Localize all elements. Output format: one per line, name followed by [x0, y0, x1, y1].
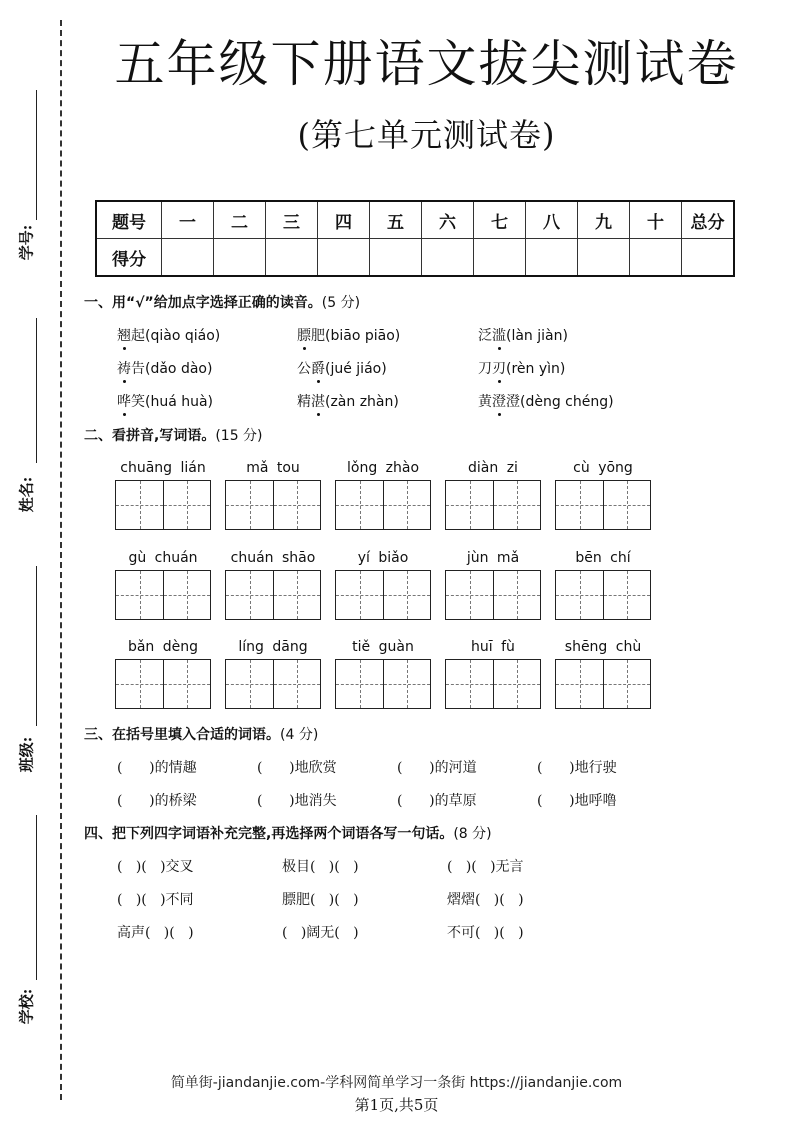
page-number: 第1页,共5页: [354, 1096, 439, 1114]
writing-cell[interactable]: [603, 660, 650, 708]
q1-item-prefix: 刀: [478, 361, 492, 377]
q3-fill-item[interactable]: ( )的河道: [397, 760, 477, 776]
score-cell[interactable]: [318, 239, 370, 277]
q1-dotted-char: 爵: [311, 361, 325, 377]
writing-grid[interactable]: [335, 659, 431, 709]
q3-fill-item[interactable]: ( )地消失: [257, 793, 337, 809]
score-cell[interactable]: [474, 239, 526, 277]
q1-item[interactable]: [297, 325, 400, 345]
pinyin-text: cù yōng: [573, 460, 633, 476]
writing-cell[interactable]: [273, 660, 320, 708]
writing-grid[interactable]: [225, 480, 321, 530]
page-title: 五年级下册语文拔尖测试卷: [114, 35, 739, 93]
pinyin-text: tiě guàn: [352, 639, 414, 655]
q1-dotted-char: 滥: [492, 328, 506, 344]
q1-dotted-char: 膘: [297, 328, 311, 344]
writing-cell[interactable]: [273, 571, 320, 619]
q4-fill-item[interactable]: ( )( )无言: [447, 859, 524, 875]
q1-item[interactable]: [478, 391, 614, 411]
q4-fill-item[interactable]: 不可( )( ): [447, 925, 524, 941]
writing-grid[interactable]: [335, 480, 431, 530]
q1-item[interactable]: [478, 325, 568, 345]
writing-grid[interactable]: [225, 659, 321, 709]
score-header-cell: 题号: [96, 201, 162, 239]
q1-title: [84, 292, 360, 312]
pinyin-text: yí biǎo: [357, 550, 409, 566]
score-header-cell: 总分: [682, 201, 735, 239]
score-cell[interactable]: [162, 239, 214, 277]
q4-title: [84, 823, 492, 843]
writing-cell[interactable]: [493, 481, 540, 529]
score-cell[interactable]: [630, 239, 682, 277]
q1-item[interactable]: [297, 391, 399, 411]
writing-cell[interactable]: [556, 571, 603, 619]
score-header-cell: 八: [526, 201, 578, 239]
writing-cell[interactable]: [556, 660, 603, 708]
pinyin-text: bǎn dèng: [127, 639, 199, 655]
q1-item-text: (làn jiàn): [506, 328, 568, 344]
score-header-cell: 九: [578, 201, 630, 239]
q1-item-prefix: 精: [297, 394, 311, 410]
pinyin-text: chuāng lián: [120, 460, 206, 476]
score-header-cell: 五: [370, 201, 422, 239]
q4-fill-item[interactable]: 高声( )( ): [117, 925, 194, 941]
q4-points: (8 分): [453, 826, 492, 842]
q1-item[interactable]: [117, 358, 212, 378]
q3-title-text: 三、在括号里填入合适的词语。: [84, 727, 280, 743]
q1-item-text: (jué jiáo): [325, 361, 387, 377]
q3-title: [84, 724, 318, 744]
q3-points: (4 分): [280, 727, 319, 743]
score-header-cell: 二: [214, 201, 266, 239]
q4-fill-item[interactable]: 膘肥( )( ): [282, 892, 359, 908]
student-id-label: 学号:: [17, 224, 36, 261]
writing-grid[interactable]: [555, 480, 651, 530]
class-label: 班级:: [17, 736, 36, 773]
writing-cell[interactable]: [336, 481, 383, 529]
score-header-cell: 十: [630, 201, 682, 239]
q1-item-text: 澄(dèng chéng): [506, 394, 614, 410]
pinyin-text: lǒng zhào: [346, 460, 420, 476]
class-line[interactable]: [36, 566, 37, 726]
student-id-line[interactable]: [36, 90, 37, 220]
writing-cell[interactable]: [116, 660, 163, 708]
q1-item-prefix: 泛: [478, 328, 492, 344]
score-header-cell: 七: [474, 201, 526, 239]
q1-item-text: (zàn zhàn): [325, 394, 399, 410]
pinyin-text: gù chuán: [128, 550, 198, 566]
q1-dotted-char: 哗: [117, 394, 131, 410]
q4-fill-item[interactable]: ( )( )交叉: [117, 859, 194, 875]
writing-cell[interactable]: [226, 660, 273, 708]
q1-dotted-char: 刃: [492, 361, 506, 377]
q1-item-text: (rèn yìn): [506, 361, 566, 377]
writing-cell[interactable]: [336, 660, 383, 708]
q3-fill-item[interactable]: ( )的桥梁: [117, 793, 197, 809]
q4-fill-item[interactable]: ( )阔无( ): [282, 925, 359, 941]
q1-item-text: 笑(huá huà): [131, 394, 214, 410]
writing-grid[interactable]: [225, 570, 321, 620]
q3-fill-item[interactable]: ( )地行驶: [537, 760, 617, 776]
writing-cell[interactable]: [163, 660, 210, 708]
q1-dotted-char: 祷: [117, 361, 131, 377]
q1-dotted-char: 湛: [311, 394, 325, 410]
writing-cell[interactable]: [383, 481, 430, 529]
writing-grid[interactable]: [115, 659, 211, 709]
writing-cell[interactable]: [116, 571, 163, 619]
q1-item[interactable]: [297, 358, 387, 378]
score-header-cell: 四: [318, 201, 370, 239]
q3-fill-item[interactable]: ( )地欣赏: [257, 760, 337, 776]
pinyin-text: jùn mǎ: [466, 550, 520, 566]
pinyin-text: mǎ tou: [246, 460, 300, 476]
school-label: 学校:: [17, 988, 36, 1025]
score-table-score-row: [96, 239, 734, 277]
binding-dashed-line: [60, 20, 62, 1100]
q1-item-prefix: 黄: [478, 394, 492, 410]
score-table: [95, 200, 735, 277]
score-cell[interactable]: [526, 239, 578, 277]
score-cell[interactable]: [422, 239, 474, 277]
score-table-header-row: [96, 201, 734, 239]
q1-item[interactable]: [478, 358, 565, 378]
writing-cell[interactable]: [603, 481, 650, 529]
score-cell[interactable]: [370, 239, 422, 277]
q3-fill-item[interactable]: ( )地呼噜: [537, 793, 617, 809]
writing-cell[interactable]: [273, 481, 320, 529]
pinyin-text: diàn zi: [468, 460, 518, 476]
score-cell[interactable]: [266, 239, 318, 277]
writing-grid[interactable]: [115, 570, 211, 620]
writing-cell[interactable]: [446, 571, 493, 619]
q1-item-prefix: 公: [297, 361, 311, 377]
q1-item[interactable]: [117, 325, 220, 345]
writing-cell[interactable]: [116, 481, 163, 529]
writing-cell[interactable]: [226, 571, 273, 619]
q3-fill-item[interactable]: ( )的情趣: [117, 760, 197, 776]
writing-grid[interactable]: [555, 570, 651, 620]
page-subtitle: (第七单元测试卷): [297, 116, 556, 154]
score-row-label: 得分: [96, 239, 162, 277]
writing-cell[interactable]: [383, 571, 430, 619]
writing-cell[interactable]: [446, 660, 493, 708]
q1-item-text: 告(dǎo dào): [131, 361, 213, 377]
pinyin-text: huī fù: [471, 639, 515, 655]
pinyin-text: chuán shāo: [230, 550, 316, 566]
writing-cell[interactable]: [446, 481, 493, 529]
pinyin-text: líng dāng: [238, 639, 308, 655]
writing-grid[interactable]: [445, 570, 541, 620]
q1-points: (5 分): [321, 295, 361, 311]
score-header-cell: 一: [162, 201, 214, 239]
writing-grid[interactable]: [555, 659, 651, 709]
q1-title-text: 一、用“√”给加点字选择正确的读音。: [84, 295, 322, 311]
writing-grid[interactable]: [335, 570, 431, 620]
writing-cell[interactable]: [493, 660, 540, 708]
name-line[interactable]: [36, 318, 37, 463]
name-label: 姓名:: [17, 476, 36, 513]
q4-fill-item[interactable]: 熠熠( )( ): [447, 892, 524, 908]
writing-grid[interactable]: [445, 480, 541, 530]
q4-fill-item[interactable]: 极目( )( ): [282, 859, 359, 875]
writing-grid[interactable]: [115, 480, 211, 530]
q2-title: [84, 425, 263, 445]
writing-grid[interactable]: [445, 659, 541, 709]
pinyin-text: shēng chù: [564, 639, 642, 655]
school-line[interactable]: [36, 815, 37, 980]
q2-points: (15 分): [215, 428, 263, 444]
q4-title-text: 四、把下列四字词语补充完整,再选择两个词语各写一句话。: [84, 826, 454, 842]
writing-cell[interactable]: [336, 571, 383, 619]
source-footer: 简单街-jiandanjie.com-学科网简单学习一条街 https://jiandanjie.com: [170, 1075, 623, 1091]
q1-item-text: 肥(biāo piāo): [311, 328, 401, 344]
score-cell[interactable]: [578, 239, 630, 277]
score-header-cell: 六: [422, 201, 474, 239]
writing-cell[interactable]: [556, 481, 603, 529]
score-header-cell: 三: [266, 201, 318, 239]
writing-cell[interactable]: [163, 571, 210, 619]
score-cell[interactable]: [682, 239, 735, 277]
q4-fill-item[interactable]: ( )( )不同: [117, 892, 194, 908]
writing-cell[interactable]: [493, 571, 540, 619]
q1-item-text: 起(qiào qiáo): [131, 328, 221, 344]
q2-title-text: 二、看拼音,写词语。: [84, 428, 216, 444]
q1-item[interactable]: [117, 391, 213, 411]
writing-cell[interactable]: [226, 481, 273, 529]
writing-cell[interactable]: [383, 660, 430, 708]
pinyin-text: bēn chí: [575, 550, 631, 566]
writing-cell[interactable]: [163, 481, 210, 529]
q3-fill-item[interactable]: ( )的草原: [397, 793, 477, 809]
writing-cell[interactable]: [603, 571, 650, 619]
q1-dotted-char: 翘: [117, 328, 131, 344]
q1-dotted-char: 澄: [492, 394, 506, 410]
score-cell[interactable]: [214, 239, 266, 277]
